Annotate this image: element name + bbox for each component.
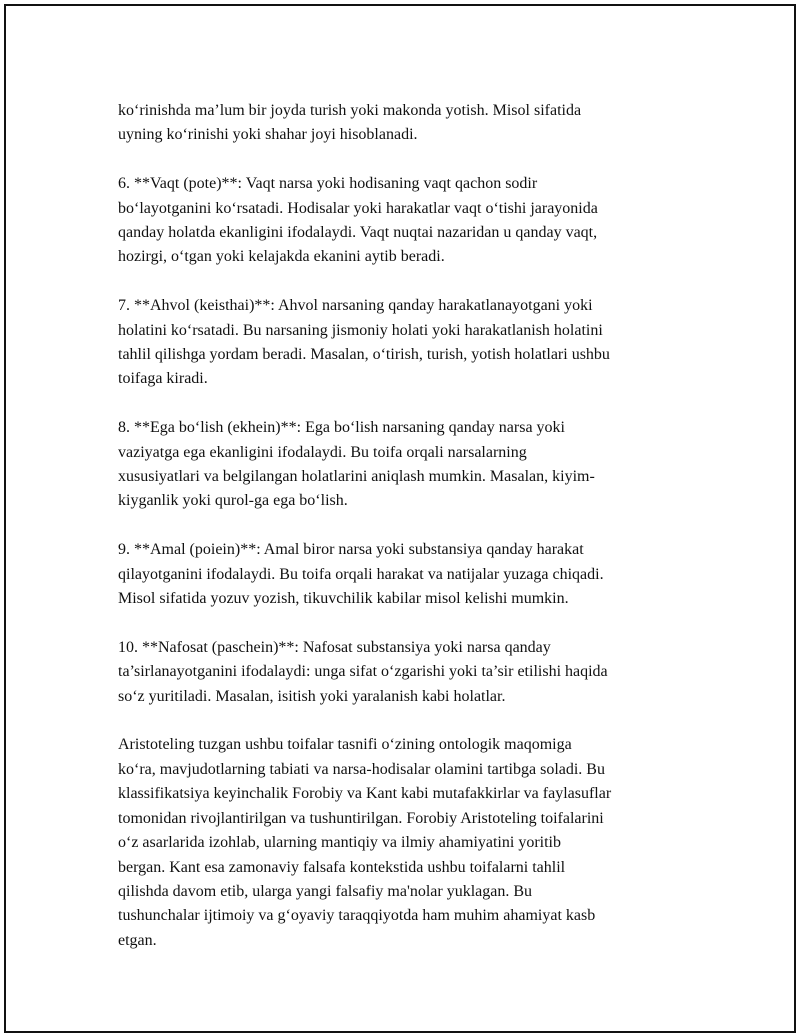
paragraph-category-8-having: 8. **Ega bo‘lish (ekhein)**: Ega bo‘lish narsaning qanday narsa yoki vaziyatga ega ekanligini ifodalaydi. Bu toifa orqali narsalarning xususiyatlari va belgilangan holatlarini aniqlash mumkin. Masalan, kiyim- kiyganlik yoki qurol-ga ega bo‘lish. [118,419,595,510]
paragraph-conclusion: Aristoteling tuzgan ushbu toifalar tasnifi o‘zining ontologik maqomiga ko‘ra, mavjudotlarning tabiati va narsa-hodisalar olamini tartibga soladi. Bu klassifikatsiya keyinchalik Forobiy va Kant kabi mutafakkirlar va faylasuflar tomonidan rivojlantirilgan va tushuntirilgan. Forobiy Aristoteling toifalarini o‘z asarlarida izohlab, ularning mantiqiy va ilmiy ahamiyatini yoritib bergan. Kant esa zamonaviy falsafa kontekstida ushbu toifalarni tahlil qilishda davom etib, ularga yangi falsafiy ma'nolar yuklagan. Bu tushunchalar ijtimoiy va g‘oyaviy taraqqiyotda ham muhim ahamiyat kasb etgan. [118,736,612,949]
paragraph-category-6-time: 6. **Vaqt (pote)**: Vaqt narsa yoki hodisaning vaqt qachon sodir bo‘layotganini ko‘rsatadi. Hodisalar yoki harakatlar vaqt o‘tishi jarayonida qanday holatda ekanligini ifodalaydi. Vaqt nuqtai nazaridan u qanday vaqt, hozirgi, o‘tgan yoki kelajakda ekanini aytib beradi. [118,175,598,266]
page-border [4,4,796,1033]
paragraph-continuation: ko‘rinishda ma’lum bir joyda turish yoki makonda yotish. Misol sifatida uyning ko‘rinishi yoki shahar joyi hisoblanadi. [118,102,582,144]
paragraph-category-7-position: 7. **Ahvol (keisthai)**: Ahvol narsaning qanday harakatlanayotgani yoki holatini ko‘rsatadi. Bu narsaning jismoniy holati yoki harakatlanish holatini tahlil qilishga yordam beradi. Masalan, o‘tirish, turish, yotish holatlari ushbu toifaga kiradi. [118,297,610,388]
document-body [118,99,693,953]
paragraph-category-9-action: 9. **Amal (poiein)**: Amal biror narsa yoki substansiya qanday harakat qilayotganini ifodalaydi. Bu toifa orqali harakat va natijalar yuzaga chiqadi. Misol sifatida yozuv yozish, tikuvchilik kabilar misol kelishi mumkin. [118,541,604,608]
paragraph-category-10-passion: 10. **Nafosat (paschein)**: Nafosat substansiya yoki narsa qanday ta’sirlanayotganini ifodalaydi: unga sifat o‘zgarishi yoki ta’sir etilishi haqida so‘z yuritiladi. Masalan, isitish yoki yaralanish kabi holatlar. [118,638,608,705]
